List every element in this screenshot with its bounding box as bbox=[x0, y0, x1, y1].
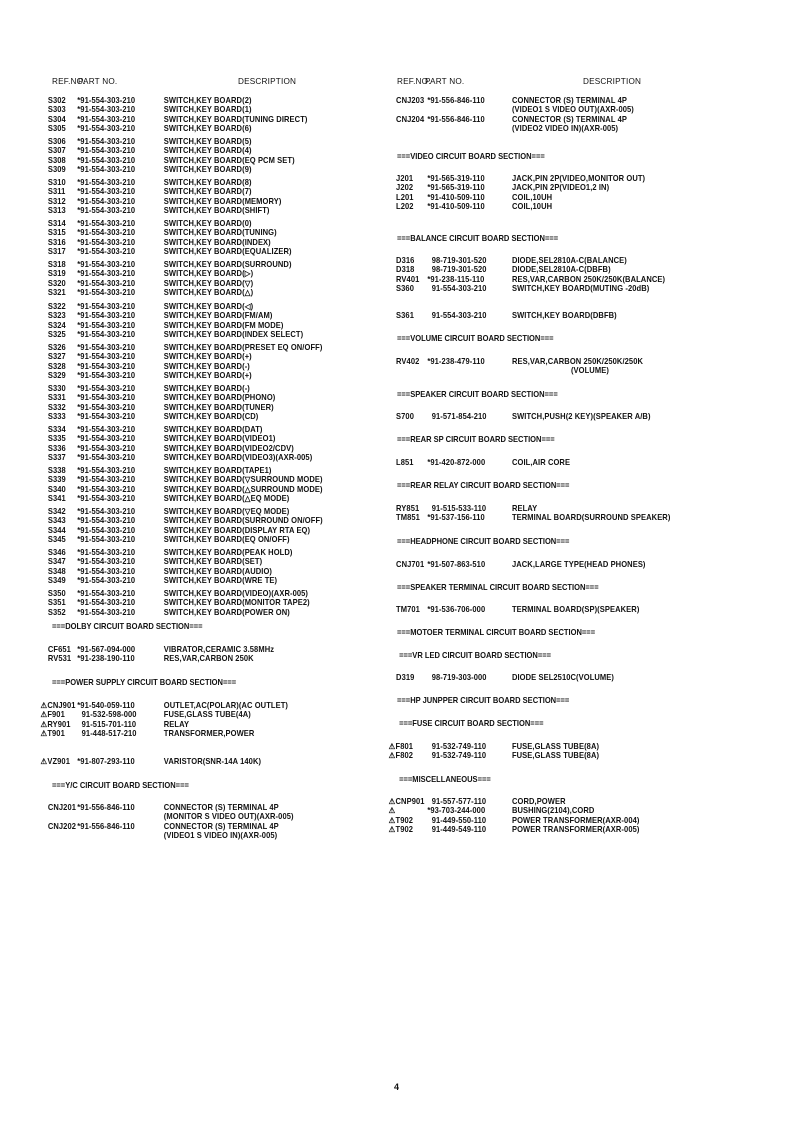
part-no: *91-554-303-210 bbox=[77, 475, 136, 485]
section-heading: ===VIDEO CIRCUIT BOARD SECTION=== bbox=[397, 152, 545, 161]
ref-no: S335 bbox=[47, 434, 66, 444]
part-no: *91-554-303-210 bbox=[77, 178, 136, 187]
ref-no: D319 bbox=[396, 673, 415, 682]
description: TERMINAL BOARD(SP)(SPEAKER) bbox=[511, 605, 640, 614]
description: SWITCH,KEY BOARD(-) bbox=[163, 384, 250, 393]
ref-no: S304 bbox=[47, 114, 66, 124]
part-no: *91-238-190-110 bbox=[77, 654, 135, 664]
part-no: *91-554-303-210 bbox=[77, 137, 136, 146]
description: SWITCH,KEY BOARD(0) bbox=[163, 219, 252, 228]
part-no: 91-532-749-110 bbox=[427, 751, 487, 761]
part-no: *91-556-846-110 bbox=[77, 803, 135, 812]
description: VARISTOR(SNR-14A 140K) bbox=[163, 757, 262, 766]
description: SWITCH,KEY BOARD(DAT) bbox=[163, 425, 263, 434]
description: CORD,POWER bbox=[511, 797, 566, 806]
ref-no: S347 bbox=[47, 557, 66, 567]
part-no: *91-554-303-210 bbox=[77, 548, 136, 557]
description: SWITCH,KEY BOARD(7) bbox=[163, 187, 252, 197]
part-no: *91-554-303-210 bbox=[77, 320, 136, 330]
part-no: *91-554-303-210 bbox=[77, 155, 136, 165]
part-no: *91-554-303-210 bbox=[77, 196, 136, 206]
part-no: 91-554-303-210 bbox=[427, 311, 487, 320]
header-part-no: PART NO. bbox=[78, 77, 118, 86]
part-no: *91-554-303-210 bbox=[77, 598, 136, 608]
description: JACK,LARGE TYPE(HEAD PHONES) bbox=[511, 560, 646, 569]
ref-no: ⚠F901 bbox=[40, 710, 65, 720]
header-description: DESCRIPTION bbox=[583, 77, 642, 86]
description: SWITCH,KEY BOARD(CD) bbox=[163, 411, 259, 421]
ref-no: L201 bbox=[396, 192, 414, 202]
ref-no: CNJ202 bbox=[47, 821, 77, 831]
ref-no: S325 bbox=[47, 329, 66, 339]
description: SWITCH,KEY BOARD(SURROUND ON/OFF) bbox=[163, 516, 323, 526]
ref-no: ⚠CNJ901 bbox=[40, 701, 76, 710]
description: VIBRATOR,CERAMIC 3.58MHz bbox=[163, 645, 275, 654]
part-no: 91-515-533-110 bbox=[427, 504, 487, 513]
part-no: 98-719-301-520 bbox=[427, 265, 487, 275]
ref-no: S333 bbox=[47, 411, 66, 421]
description: DIODE,SEL2810A-C(BALANCE) bbox=[511, 256, 627, 265]
ref-no: S310 bbox=[47, 178, 66, 187]
ref-no: S334 bbox=[47, 425, 66, 434]
description: SWITCH,KEY BOARD(TAPE1) bbox=[163, 466, 272, 475]
section-heading: ===REAR RELAY CIRCUIT BOARD SECTION=== bbox=[397, 481, 570, 490]
description: SWITCH,KEY BOARD(▽EQ MODE) bbox=[163, 507, 290, 516]
description: SWITCH,KEY BOARD(◁) bbox=[163, 302, 254, 311]
ref-no: S321 bbox=[47, 287, 66, 297]
ref-no: S700 bbox=[396, 412, 415, 421]
ref-no: S320 bbox=[47, 278, 66, 288]
part-no: *91-554-303-210 bbox=[77, 269, 136, 279]
description: SWITCH,KEY BOARD(EQ ON/OFF) bbox=[163, 534, 290, 544]
part-no: *91-554-303-210 bbox=[77, 443, 136, 453]
part-no: 91-515-701-110 bbox=[77, 719, 137, 729]
ref-no: S319 bbox=[47, 269, 66, 279]
description: SWITCH,KEY BOARD(MONITOR TAPE2) bbox=[163, 598, 310, 608]
ref-no: S342 bbox=[47, 507, 66, 516]
part-no: *91-537-156-110 bbox=[427, 513, 485, 523]
ref-no: TM851 bbox=[396, 513, 420, 523]
part-no: *91-554-303-210 bbox=[77, 484, 136, 494]
description: (MONITOR S VIDEO OUT)(AXR-005) bbox=[163, 812, 294, 822]
ref-no: S312 bbox=[47, 196, 66, 206]
part-no: *91-554-303-210 bbox=[77, 114, 136, 124]
part-no: *91-554-303-210 bbox=[77, 607, 136, 617]
part-no: *91-554-303-210 bbox=[77, 534, 136, 544]
description: SWITCH,KEY BOARD(▷) bbox=[163, 269, 254, 279]
part-no: *91-554-303-210 bbox=[77, 589, 136, 598]
description: OUTLET,AC(POLAR)(AC OUTLET) bbox=[163, 701, 289, 710]
ref-no: S340 bbox=[47, 484, 66, 494]
description: SWITCH,KEY BOARD(TUNING) bbox=[163, 228, 277, 238]
description: SWITCH,KEY BOARD(INDEX) bbox=[163, 237, 271, 247]
part-no: *91-420-872-000 bbox=[427, 458, 486, 467]
part-no: *91-565-319-110 bbox=[427, 174, 485, 183]
ref-no: S308 bbox=[47, 155, 66, 165]
description: JACK,PIN 2P(VIDEO1,2 IN) bbox=[511, 183, 610, 193]
description: SWITCH,KEY BOARD(+) bbox=[163, 370, 252, 380]
part-no: *91-554-303-210 bbox=[77, 352, 136, 362]
part-no: *91-410-509-110 bbox=[427, 192, 485, 202]
ref-no: ⚠T902 bbox=[388, 815, 414, 825]
part-no: *91-554-303-210 bbox=[77, 260, 136, 269]
ref-no: S305 bbox=[47, 123, 66, 133]
ref-no: S328 bbox=[47, 361, 66, 371]
ref-no: S327 bbox=[47, 352, 66, 362]
part-no: 91-449-549-110 bbox=[427, 824, 487, 834]
description: SWITCH,KEY BOARD(EQUALIZER) bbox=[163, 246, 292, 256]
part-no: *93-703-244-000 bbox=[427, 806, 486, 816]
ref-no: RV531 bbox=[47, 654, 72, 664]
part-no: *91-554-303-210 bbox=[77, 164, 136, 174]
part-no: *91-807-293-110 bbox=[77, 757, 135, 766]
ref-no: RY851 bbox=[396, 504, 420, 513]
part-no: 91-532-749-110 bbox=[427, 742, 487, 751]
description: SWITCH,KEY BOARD(4) bbox=[163, 146, 252, 156]
ref-no: S348 bbox=[47, 566, 66, 576]
header-description: DESCRIPTION bbox=[238, 77, 297, 86]
part-no: *91-238-479-110 bbox=[427, 357, 485, 366]
description: SWITCH,KEY BOARD(DISPLAY RTA EQ) bbox=[163, 525, 311, 535]
description: RELAY bbox=[511, 504, 538, 513]
part-no: *91-554-303-210 bbox=[77, 434, 136, 444]
description: (VIDEO1 S VIDEO OUT)(AXR-005) bbox=[511, 105, 634, 115]
part-no: 98-719-303-000 bbox=[427, 673, 487, 682]
ref-no: S343 bbox=[47, 516, 66, 526]
part-no: *91-554-303-210 bbox=[77, 370, 136, 380]
part-no: *91-554-303-210 bbox=[77, 105, 136, 115]
part-no: *91-565-319-110 bbox=[427, 183, 485, 193]
part-no: 91-571-854-210 bbox=[427, 412, 487, 421]
ref-no: S345 bbox=[47, 534, 66, 544]
ref-no: S346 bbox=[47, 548, 66, 557]
part-no: *91-238-115-110 bbox=[427, 274, 485, 284]
description: (VIDEO2 VIDEO IN)(AXR-005) bbox=[511, 123, 619, 133]
section-heading: ===SPEAKER CIRCUIT BOARD SECTION=== bbox=[397, 390, 558, 399]
part-no: *91-554-303-210 bbox=[77, 575, 136, 585]
ref-no: CNJ204 bbox=[396, 114, 425, 124]
header-ref-no: REF.NO. bbox=[397, 77, 431, 86]
ref-no: S338 bbox=[47, 466, 66, 475]
description: FUSE,GLASS TUBE(4A) bbox=[163, 710, 251, 720]
description: SWITCH,KEY BOARD(POWER ON) bbox=[163, 607, 290, 617]
description: SWITCH,KEY BOARD(MEMORY) bbox=[163, 196, 282, 206]
description: SWITCH,KEY BOARD(2) bbox=[163, 96, 252, 105]
ref-no: L202 bbox=[396, 201, 414, 211]
description: SWITCH,KEY BOARD(PHONO) bbox=[163, 393, 276, 403]
ref-no: ⚠F802 bbox=[388, 751, 414, 761]
description: SWITCH,KEY BOARD(△) bbox=[163, 287, 254, 297]
ref-no: S307 bbox=[47, 146, 66, 156]
part-no: *91-554-303-210 bbox=[77, 302, 136, 311]
description: SWITCH,KEY BOARD(▽) bbox=[163, 278, 254, 288]
ref-no: S302 bbox=[47, 96, 66, 105]
description: SWITCH,KEY BOARD(SURROUND) bbox=[163, 260, 292, 269]
part-no: *91-554-303-210 bbox=[77, 361, 136, 371]
description: SWITCH,KEY BOARD(VIDEO2/CDV) bbox=[163, 443, 294, 453]
part-no: *91-554-303-210 bbox=[77, 566, 136, 576]
description: CONNECTOR (S) TERMINAL 4P bbox=[163, 821, 279, 831]
description: COIL,AIR CORE bbox=[511, 458, 571, 467]
part-no: *91-554-303-210 bbox=[77, 146, 136, 156]
description: RES,VAR,CARBON 250K bbox=[163, 654, 254, 664]
ref-no: S326 bbox=[47, 343, 66, 352]
ref-no: S332 bbox=[47, 402, 66, 412]
description: RELAY bbox=[163, 719, 190, 729]
part-no: *91-554-303-210 bbox=[77, 557, 136, 567]
part-no: 91-554-303-210 bbox=[427, 283, 487, 293]
description: SWITCH,KEY BOARD(DBFB) bbox=[511, 311, 617, 320]
description: SWITCH,KEY BOARD(PRESET EQ ON/OFF) bbox=[163, 343, 323, 352]
description: SWITCH,KEY BOARD(TUNER) bbox=[163, 402, 274, 412]
part-no: *91-554-303-210 bbox=[77, 402, 136, 412]
part-no: *91-540-059-110 bbox=[77, 701, 135, 710]
ref-no: D316 bbox=[396, 256, 415, 265]
description: SWITCH,KEY BOARD(5) bbox=[163, 137, 252, 146]
description: SWITCH,KEY BOARD(-) bbox=[163, 361, 250, 371]
description: SWITCH,KEY BOARD(AUDIO) bbox=[163, 566, 273, 576]
ref-no: ⚠RY901 bbox=[40, 719, 71, 729]
part-no: *91-554-303-210 bbox=[77, 278, 136, 288]
part-no: *91-507-863-510 bbox=[427, 560, 486, 569]
ref-no: ⚠T902 bbox=[388, 824, 414, 834]
part-no: 91-557-577-110 bbox=[427, 797, 487, 806]
ref-no: ⚠ bbox=[388, 806, 396, 816]
description: SWITCH,KEY BOARD(8) bbox=[163, 178, 252, 187]
ref-no: S331 bbox=[47, 393, 66, 403]
section-heading: ===VOLUME CIRCUIT BOARD SECTION=== bbox=[397, 334, 554, 343]
description: SWITCH,KEY BOARD(SET) bbox=[163, 557, 263, 567]
section-heading: ===MOTOER TERMINAL CIRCUIT BOARD SECTION=== bbox=[397, 628, 596, 637]
part-no: *91-554-303-210 bbox=[77, 466, 136, 475]
ref-no: CNJ203 bbox=[396, 96, 425, 105]
part-no: *91-554-303-210 bbox=[77, 287, 136, 297]
section-heading: ===BALANCE CIRCUIT BOARD SECTION=== bbox=[397, 234, 559, 243]
ref-no: ⚠T901 bbox=[40, 728, 65, 738]
part-no: *91-554-303-210 bbox=[77, 393, 136, 403]
part-no: *91-554-303-210 bbox=[77, 228, 136, 238]
ref-no: S336 bbox=[47, 443, 66, 453]
section-heading: ===POWER SUPPLY CIRCUIT BOARD SECTION=== bbox=[52, 678, 237, 687]
part-no: *91-536-706-000 bbox=[427, 605, 486, 614]
ref-no: L851 bbox=[396, 458, 414, 467]
ref-no: ⚠VZ901 bbox=[40, 757, 70, 766]
part-no: *91-554-303-210 bbox=[77, 516, 136, 526]
description: SWITCH,KEY BOARD(EQ PCM SET) bbox=[163, 155, 295, 165]
description: SWITCH,KEY BOARD(1) bbox=[163, 105, 252, 115]
ref-no: S316 bbox=[47, 237, 66, 247]
description: SWITCH,KEY BOARD(SHIFT) bbox=[163, 205, 270, 215]
description: SWITCH,KEY BOARD(▽SURROUND MODE) bbox=[163, 475, 323, 485]
part-no: 91-448-517-210 bbox=[77, 728, 137, 738]
description: SWITCH,KEY BOARD(+) bbox=[163, 352, 252, 362]
description: POWER TRANSFORMER(AXR-005) bbox=[511, 824, 640, 834]
description: SWITCH,KEY BOARD(VIDEO1) bbox=[163, 434, 276, 444]
ref-no: J201 bbox=[396, 174, 414, 183]
part-no: 98-719-301-520 bbox=[427, 256, 487, 265]
ref-no: S361 bbox=[396, 311, 415, 320]
description: SWITCH,KEY BOARD(WRE TE) bbox=[163, 575, 278, 585]
ref-no: S337 bbox=[47, 452, 66, 462]
part-no: 91-532-598-000 bbox=[77, 710, 137, 720]
description: DIODE SEL2510C(VOLUME) bbox=[511, 673, 615, 682]
ref-no: S351 bbox=[47, 598, 66, 608]
page-number: 4 bbox=[393, 1082, 399, 1092]
part-no: *91-556-846-110 bbox=[427, 114, 485, 124]
ref-no: S315 bbox=[47, 228, 66, 238]
ref-no: S330 bbox=[47, 384, 66, 393]
part-no: *91-554-303-210 bbox=[77, 384, 136, 393]
description: SWITCH,KEY BOARD(TUNING DIRECT) bbox=[163, 114, 308, 124]
part-no: *91-554-303-210 bbox=[77, 219, 136, 228]
section-heading: ===SPEAKER TERMINAL CIRCUIT BOARD SECTION=== bbox=[397, 583, 599, 592]
description: POWER TRANSFORMER(AXR-004) bbox=[511, 815, 640, 825]
section-heading: ===VR LED CIRCUIT BOARD SECTION=== bbox=[397, 651, 552, 660]
ref-no: S303 bbox=[47, 105, 66, 115]
description: COIL,10UH bbox=[511, 192, 553, 202]
ref-no: RV401 bbox=[396, 274, 420, 284]
ref-no: S329 bbox=[47, 370, 66, 380]
part-no: *91-554-303-210 bbox=[77, 329, 136, 339]
description: SWITCH,PUSH(2 KEY)(SPEAKER A/B) bbox=[511, 412, 651, 421]
description: SWITCH,KEY BOARD(△SURROUND MODE) bbox=[163, 484, 323, 494]
ref-no: S341 bbox=[47, 493, 66, 503]
description: JACK,PIN 2P(VIDEO,MONITOR OUT) bbox=[511, 174, 646, 183]
description: BUSHING(2104),CORD bbox=[511, 806, 595, 816]
ref-no: S317 bbox=[47, 246, 66, 256]
ref-no: J202 bbox=[396, 183, 414, 193]
section-heading: ===HP JUNPPER CIRCUIT BOARD SECTION=== bbox=[397, 696, 570, 705]
section-heading: ===DOLBY CIRCUIT BOARD SECTION=== bbox=[52, 622, 203, 631]
description: COIL,10UH bbox=[511, 201, 553, 211]
ref-no: S339 bbox=[47, 475, 66, 485]
description: SWITCH,KEY BOARD(MUTING -20dB) bbox=[511, 283, 650, 293]
ref-no: S313 bbox=[47, 205, 66, 215]
part-no: *91-554-303-210 bbox=[77, 205, 136, 215]
ref-no: ⚠CNP901 bbox=[388, 797, 425, 806]
description: RES,VAR,CARBON 250K/250K(BALANCE) bbox=[511, 274, 666, 284]
ref-no: D318 bbox=[396, 265, 415, 275]
description: SWITCH,KEY BOARD(VIDEO)(AXR-005) bbox=[163, 589, 309, 598]
section-heading: ===REAR SP CIRCUIT BOARD SECTION=== bbox=[397, 435, 555, 444]
part-no: *91-554-303-210 bbox=[77, 425, 136, 434]
ref-no: S314 bbox=[47, 219, 66, 228]
description: FUSE,GLASS TUBE(8A) bbox=[511, 751, 600, 761]
part-no: *91-554-303-210 bbox=[77, 525, 136, 535]
section-heading: ===FUSE CIRCUIT BOARD SECTION=== bbox=[397, 719, 544, 728]
ref-no: S311 bbox=[47, 187, 66, 197]
description: CONNECTOR (S) TERMINAL 4P bbox=[511, 96, 627, 105]
ref-no: S322 bbox=[47, 302, 66, 311]
ref-no: S350 bbox=[47, 589, 66, 598]
description: SWITCH,KEY BOARD(6) bbox=[163, 123, 252, 133]
header-part-no: PART NO. bbox=[425, 77, 465, 86]
description: (VOLUME) bbox=[511, 366, 609, 376]
description: CONNECTOR (S) TERMINAL 4P bbox=[163, 803, 279, 812]
part-no: *91-554-303-210 bbox=[77, 246, 136, 256]
header-ref-no: REF.NO. bbox=[52, 77, 86, 86]
ref-no: CF651 bbox=[47, 645, 71, 654]
description: SWITCH,KEY BOARD(△EQ MODE) bbox=[163, 493, 290, 503]
ref-no: RV402 bbox=[396, 357, 420, 366]
ref-no: S318 bbox=[47, 260, 66, 269]
part-no: 91-449-550-110 bbox=[427, 815, 487, 825]
ref-no: S344 bbox=[47, 525, 66, 535]
ref-no: ⚠F801 bbox=[388, 742, 414, 751]
part-no: *91-556-846-110 bbox=[77, 821, 135, 831]
part-no: *91-554-303-210 bbox=[77, 237, 136, 247]
description: TRANSFORMER,POWER bbox=[163, 728, 255, 738]
part-no: *91-554-303-210 bbox=[77, 452, 136, 462]
part-no: *91-554-303-210 bbox=[77, 311, 136, 321]
description: SWITCH,KEY BOARD(INDEX SELECT) bbox=[163, 329, 304, 339]
description: SWITCH,KEY BOARD(VIDEO3)(AXR-005) bbox=[163, 452, 313, 462]
part-no: *91-567-094-000 bbox=[77, 645, 136, 654]
ref-no: S360 bbox=[396, 283, 415, 293]
part-no: *91-554-303-210 bbox=[77, 507, 136, 516]
description: SWITCH,KEY BOARD(9) bbox=[163, 164, 252, 174]
ref-no: S352 bbox=[47, 607, 66, 617]
description: FUSE,GLASS TUBE(8A) bbox=[511, 742, 600, 751]
part-no: *91-554-303-210 bbox=[77, 343, 136, 352]
description: TERMINAL BOARD(SURROUND SPEAKER) bbox=[511, 513, 671, 523]
description: DIODE,SEL2810A-C(DBFB) bbox=[511, 265, 611, 275]
description: SWITCH,KEY BOARD(PEAK HOLD) bbox=[163, 548, 293, 557]
description: CONNECTOR (S) TERMINAL 4P bbox=[511, 114, 627, 124]
ref-no: S349 bbox=[47, 575, 66, 585]
description: SWITCH,KEY BOARD(FM/AM) bbox=[163, 311, 273, 321]
description: (VIDEO1 S VIDEO IN)(AXR-005) bbox=[163, 830, 278, 840]
section-heading: ===HEADPHONE CIRCUIT BOARD SECTION=== bbox=[397, 537, 570, 546]
ref-no: S309 bbox=[47, 164, 66, 174]
ref-no: S306 bbox=[47, 137, 66, 146]
section-heading: ===Y/C CIRCUIT BOARD SECTION=== bbox=[52, 781, 189, 790]
ref-no: S323 bbox=[47, 311, 66, 321]
description: SWITCH,KEY BOARD(FM MODE) bbox=[163, 320, 284, 330]
part-no: *91-556-846-110 bbox=[427, 96, 485, 105]
section-heading: ===MISCELLANEOUS=== bbox=[397, 775, 491, 784]
part-no: *91-554-303-210 bbox=[77, 493, 136, 503]
part-no: *91-554-303-210 bbox=[77, 96, 136, 105]
part-no: *91-554-303-210 bbox=[77, 123, 136, 133]
description: RES,VAR,CARBON 250K/250K/250K bbox=[511, 357, 644, 366]
part-no: *91-554-303-210 bbox=[77, 411, 136, 421]
ref-no: CNJ201 bbox=[47, 803, 77, 812]
ref-no: CNJ701 bbox=[396, 560, 425, 569]
part-no: *91-410-509-110 bbox=[427, 201, 485, 211]
part-no: *91-554-303-210 bbox=[77, 187, 136, 197]
ref-no: S324 bbox=[47, 320, 66, 330]
ref-no: TM701 bbox=[396, 605, 420, 614]
